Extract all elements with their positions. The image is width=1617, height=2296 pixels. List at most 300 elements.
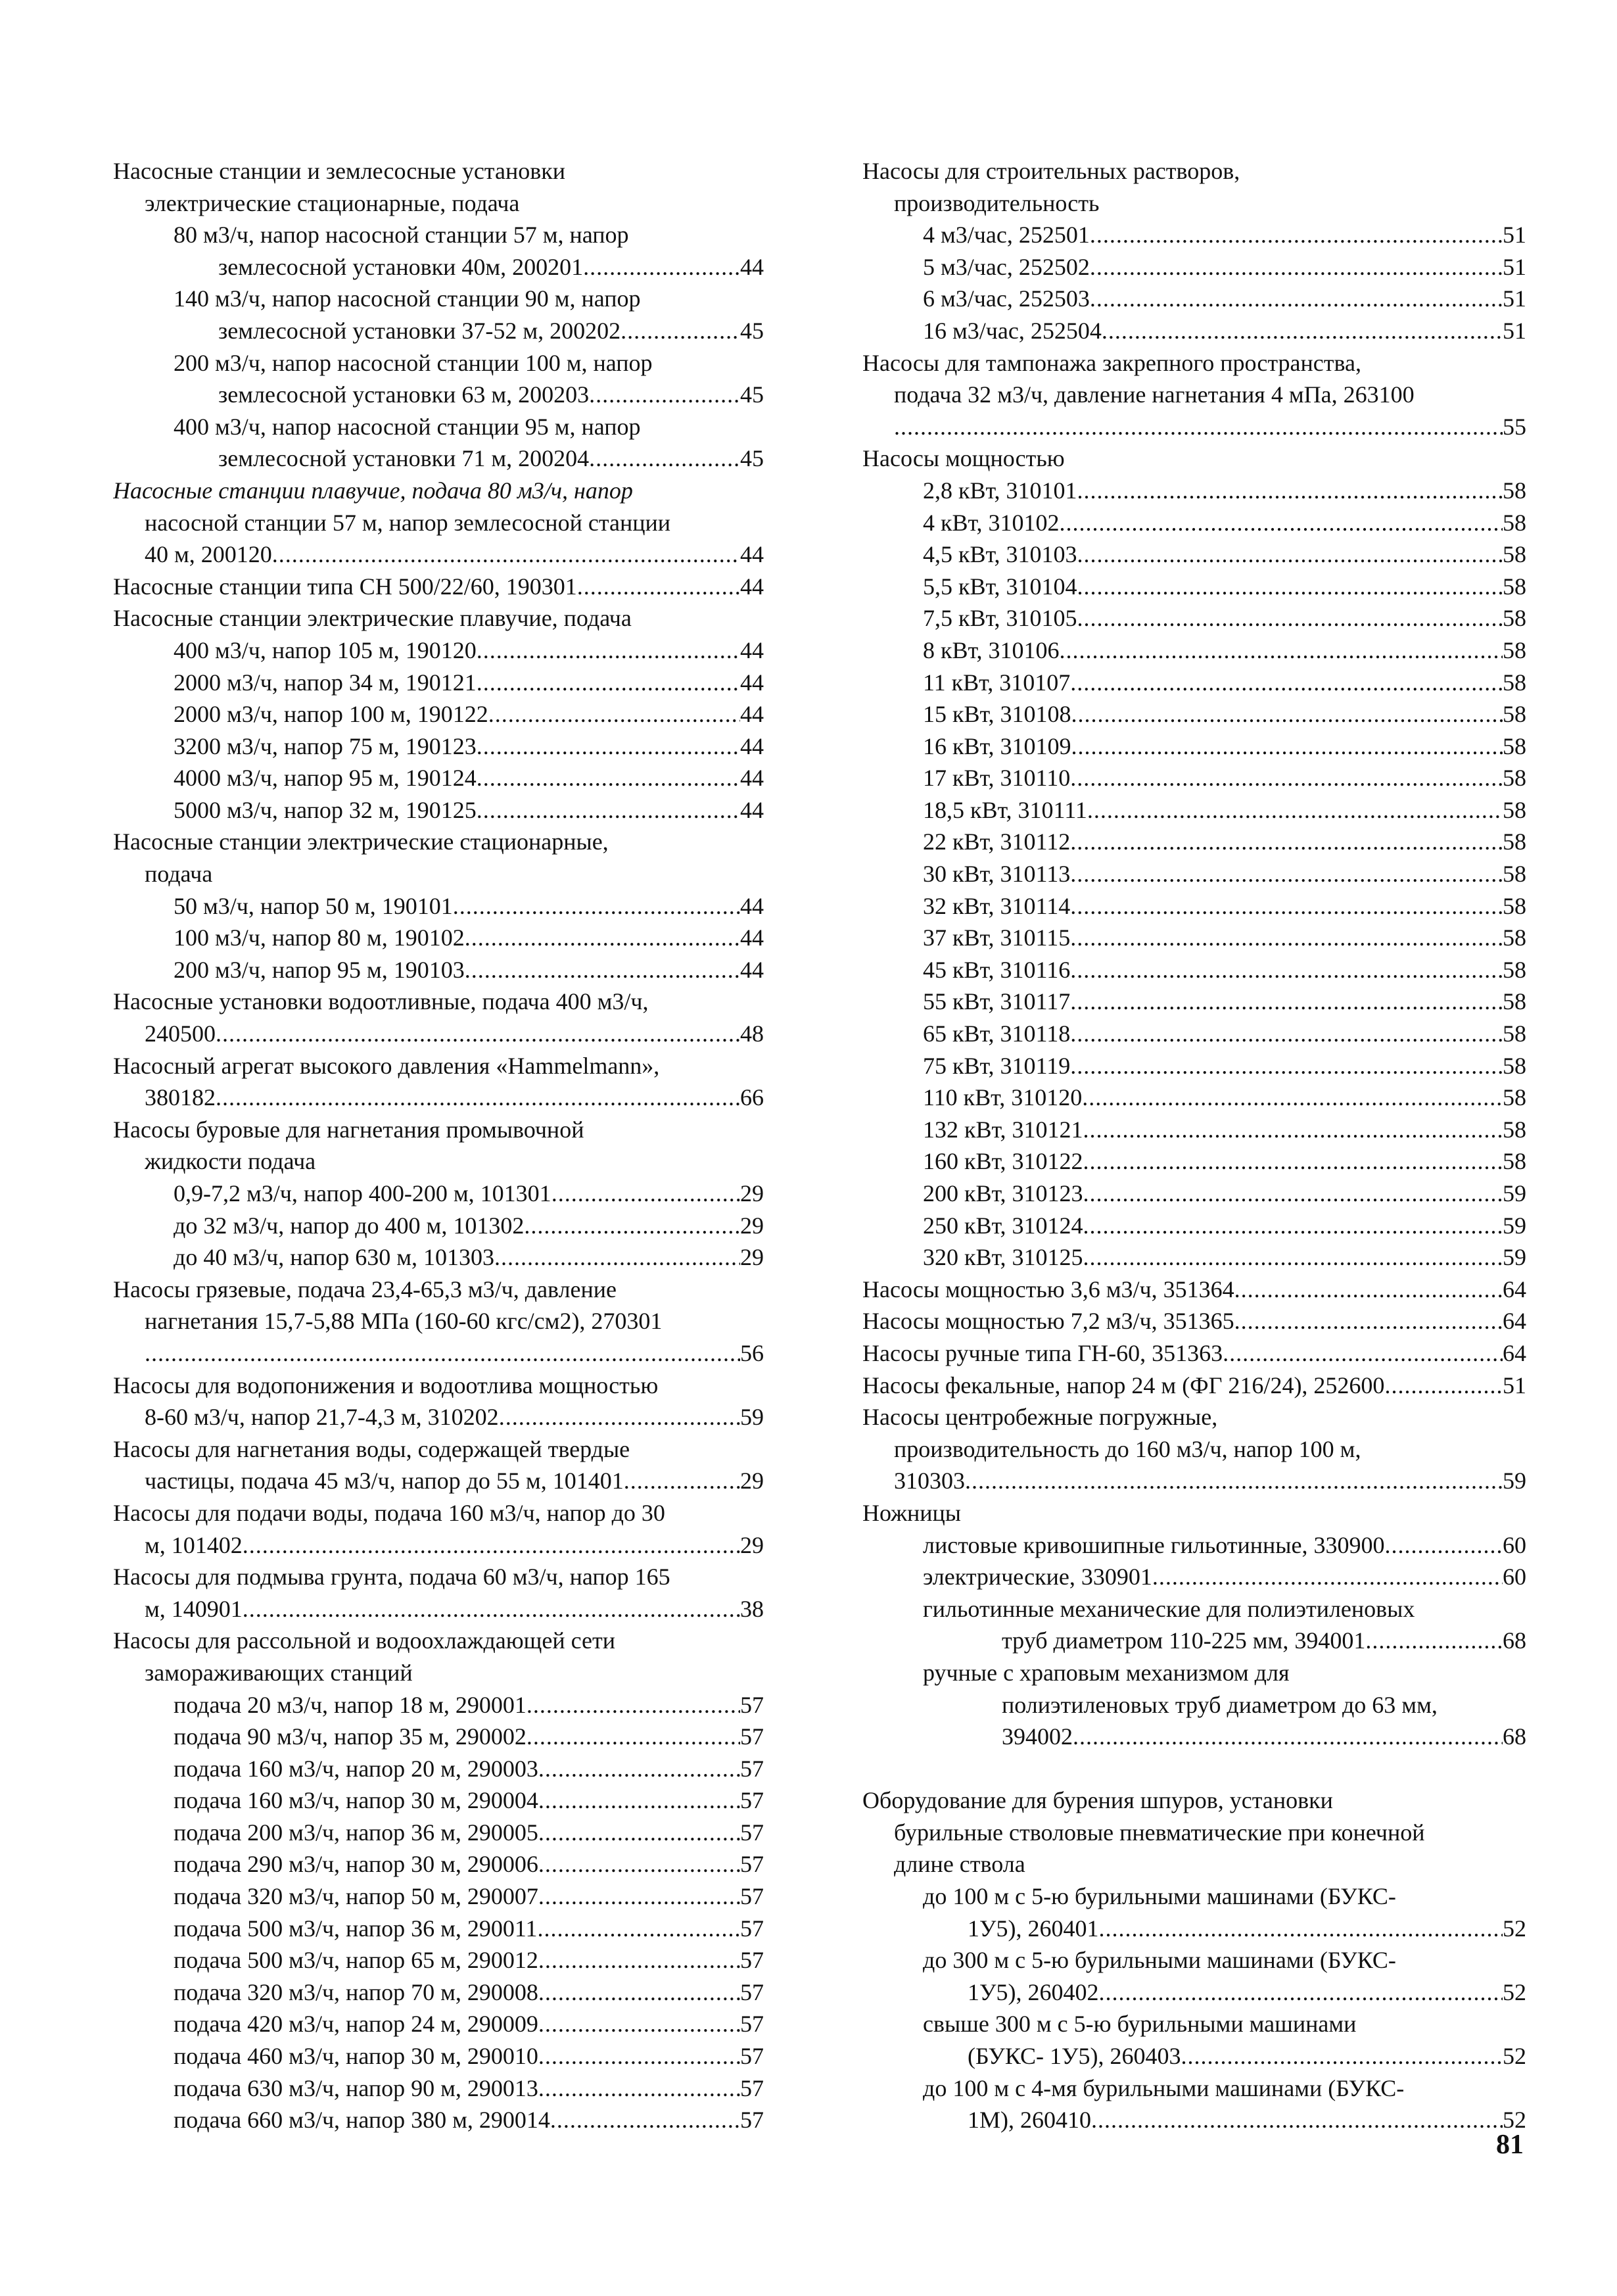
entry-text: 100 м3/ч, напор 80 м, 190102: [174, 924, 465, 951]
entry-page-number: 58: [1503, 924, 1526, 951]
index-entry: [862, 1241, 1526, 1274]
entry-page-number: 58: [1503, 1084, 1526, 1111]
entry-text: 4 м3/час, 252501: [923, 222, 1090, 249]
index-entry: [862, 251, 1526, 283]
dot-leader: [538, 1848, 740, 1880]
index-text-line: Насосы для строительных растворов,: [862, 158, 1240, 184]
entry-page-number: 52: [1503, 2043, 1526, 2070]
index-entry: [113, 1784, 764, 1817]
index-text-line: Насосы центробежные погружные,: [862, 1404, 1218, 1431]
entry-page-number: 44: [740, 732, 764, 759]
index-entry: [862, 2040, 1526, 2072]
index-entry: [862, 794, 1526, 826]
index-entry: [862, 826, 1526, 858]
entry-page-number: 64: [1503, 1308, 1526, 1335]
dot-leader: [589, 379, 740, 411]
index-entry: [113, 442, 764, 475]
entry-text: 160 кВт, 310122: [923, 1148, 1083, 1175]
index-text-line: свыше 300 м с 5-ю бурильными машинами: [923, 2011, 1357, 2038]
entry-page-number: 44: [740, 892, 764, 919]
index-entry: [862, 1050, 1526, 1082]
index-entry: [113, 1465, 764, 1497]
entry-page-number: 57: [740, 1883, 764, 1910]
entry-page-number: 58: [1503, 636, 1526, 663]
entry-text: 15 кВт, 310108: [923, 701, 1071, 728]
index-entry: [862, 1625, 1526, 1657]
dot-leader: [145, 1337, 740, 1370]
entry-text: Насосы фекальные, напор 24 м (ФГ 216/24), 252600: [862, 1372, 1385, 1399]
entry-page-number: 44: [740, 636, 764, 663]
entry-page-number: 57: [740, 1978, 764, 2005]
dot-leader: [1060, 634, 1503, 667]
entry-text: частицы, подача 45 м3/ч, напор до 55 м, 101401: [145, 1468, 624, 1495]
dot-leader: [538, 1784, 740, 1817]
entry-text: Насосы ручные типа ГН-60, 351363: [862, 1339, 1223, 1366]
entry-text: до 32 м3/ч, напор до 400 м, 101302: [174, 1212, 525, 1239]
entry-text: 240500: [145, 1020, 216, 1047]
entry-text: 22 кВт, 310112: [923, 828, 1071, 855]
index-entry: [862, 1305, 1526, 1337]
index-column-left: [113, 155, 764, 2136]
entry-text: землесосной установки 37-52 м, 200202: [218, 317, 621, 344]
entry-page-number: 44: [740, 669, 764, 696]
index-entry: [862, 762, 1526, 794]
index-entry: [113, 794, 764, 826]
dot-leader: [538, 1913, 740, 1945]
entry-text: 50 м3/ч, напор 50 м, 190101: [174, 892, 453, 919]
dot-leader: [577, 571, 740, 603]
entry-text: 5 м3/час, 252502: [923, 253, 1090, 280]
entry-text: 18,5 кВт, 310111: [923, 796, 1087, 823]
index-text-line: подача: [145, 861, 213, 888]
entry-text: 2000 м3/ч, напор 100 м, 190122: [174, 701, 488, 728]
index-entry: [113, 1529, 764, 1562]
index-text-line: жидкости подача: [145, 1148, 316, 1175]
entry-page-number: 44: [740, 573, 764, 600]
entry-page-number: 55: [1503, 413, 1526, 440]
index-text-line: производительность до 160 м3/ч, напор 100 м,: [894, 1435, 1361, 1462]
index-entry: [862, 283, 1526, 315]
dot-leader: [538, 1880, 740, 1913]
dot-leader: [538, 1944, 740, 1976]
dot-leader: [477, 634, 740, 667]
dot-leader: [1083, 1178, 1503, 1210]
dot-leader: [1083, 1210, 1503, 1242]
dot-leader: [1152, 1561, 1503, 1593]
index-entry: [113, 730, 764, 763]
entry-page-number: 57: [740, 1819, 764, 1846]
dot-leader: [538, 1817, 740, 1849]
index-entry: [862, 507, 1526, 539]
entry-text: 310303: [894, 1468, 965, 1495]
entry-text: м, 140901: [145, 1595, 243, 1622]
index-entry: [113, 1721, 764, 1753]
index-entry: [113, 1880, 764, 1913]
index-entry: [862, 1337, 1526, 1370]
index-entry: [862, 730, 1526, 763]
index-text-line: Насосы грязевые, подача 23,4-65,3 м3/ч, давление: [113, 1276, 617, 1303]
dot-leader: [477, 730, 740, 763]
entry-page-number: 29: [740, 1212, 764, 1239]
entry-page-number: 44: [740, 765, 764, 792]
entry-text: подача 160 м3/ч, напор 30 м, 290004: [174, 1787, 538, 1814]
entry-text: (БУКС- 1У5), 260403: [968, 2043, 1181, 2070]
entry-text: землесосной установки 71 м, 200204: [218, 445, 590, 472]
dot-leader: [243, 1529, 740, 1562]
entry-text: землесосной установки 40м, 200201: [218, 253, 584, 280]
index-entry: [862, 1913, 1526, 1945]
entry-page-number: 57: [740, 1851, 764, 1878]
dot-leader: [1098, 1913, 1503, 1945]
index-text-line: полиэтиленовых труб диаметром до 63 мм,: [1002, 1691, 1438, 1718]
entry-page-number: 44: [740, 701, 764, 728]
dot-leader: [453, 890, 740, 922]
dot-leader: [1077, 602, 1503, 634]
index-text-line: длине ствола: [894, 1851, 1025, 1878]
index-entry: [113, 1689, 764, 1721]
entry-text: 11 кВт, 310107: [923, 669, 1071, 696]
dot-leader: [1098, 1976, 1503, 2009]
index-entry: [862, 890, 1526, 922]
entry-text: Насосы мощностью 3,6 м3/ч, 351364: [862, 1276, 1234, 1303]
entry-text: листовые кривошипные гильотинные, 330900: [923, 1531, 1385, 1558]
dot-leader: [1071, 698, 1503, 730]
index-text-line: 80 м3/ч, напор насосной станции 57 м, напор: [174, 222, 629, 249]
entry-text: 132 кВт, 310121: [923, 1116, 1083, 1143]
entry-text: подача 500 м3/ч, напор 36 м, 290011: [174, 1915, 538, 1942]
dot-leader: [1070, 954, 1503, 986]
dot-leader: [1077, 538, 1503, 571]
index-text-line: 200 м3/ч, напор насосной станции 100 м, напор: [174, 349, 653, 376]
dot-leader: [465, 954, 740, 986]
dot-leader: [1060, 507, 1503, 539]
entry-page-number: 58: [1503, 861, 1526, 888]
index-text-line: 140 м3/ч, напор насосной станции 90 м, напор: [174, 285, 641, 312]
entry-page-number: 57: [740, 2011, 764, 2038]
dot-leader: [551, 1178, 740, 1210]
entry-text: 320 кВт, 310125: [923, 1244, 1083, 1271]
index-entry: [113, 890, 764, 922]
index-entry: [113, 634, 764, 667]
entry-text: 394002: [1002, 1723, 1073, 1750]
dot-leader: [465, 922, 740, 954]
dot-leader: [1223, 1337, 1503, 1370]
dot-leader: [477, 667, 740, 699]
index-entry: [113, 2104, 764, 2136]
entry-text: 200 м3/ч, напор 95 м, 190103: [174, 956, 465, 983]
index-text-line: Насосы мощностью: [862, 445, 1065, 472]
index-entry: [113, 2040, 764, 2072]
entry-page-number: 57: [740, 1915, 764, 1942]
index-entry: [113, 1944, 764, 1976]
index-entry: [862, 475, 1526, 507]
entry-page-number: 44: [740, 253, 764, 280]
index-entry: [113, 251, 764, 283]
entry-text: 6 м3/час, 252503: [923, 285, 1090, 312]
index-entry: [862, 1721, 1526, 1753]
entry-page-number: 58: [1503, 669, 1526, 696]
index-text-line: Оборудование для бурения шпуров, установки: [862, 1787, 1333, 1814]
entry-page-number: 66: [740, 1084, 764, 1111]
index-entry: [862, 1370, 1526, 1402]
index-entry: [113, 1753, 764, 1785]
index-text-line: Насосы для подачи воды, подача 160 м3/ч, напор до 30: [113, 1499, 665, 1526]
dot-leader: [1384, 1370, 1503, 1402]
entry-page-number: 58: [1503, 988, 1526, 1015]
entry-text: 250 кВт, 310124: [923, 1212, 1083, 1239]
entry-text: 65 кВт, 310118: [923, 1020, 1071, 1047]
dot-leader: [1365, 1625, 1503, 1657]
entry-text: 4 кВт, 310102: [923, 509, 1060, 536]
entry-page-number: 44: [740, 956, 764, 983]
entry-text: 8 кВт, 310106: [923, 636, 1060, 663]
entry-text: 4000 м3/ч, напор 95 м, 190124: [174, 765, 477, 792]
entry-page-number: 56: [740, 1339, 764, 1366]
entry-page-number: 60: [1503, 1564, 1526, 1590]
dot-leader: [499, 1401, 740, 1433]
dot-leader: [1071, 730, 1503, 763]
entry-page-number: 57: [740, 1723, 764, 1750]
entry-text: подача 500 м3/ч, напор 65 м, 290012: [174, 1947, 538, 1974]
index-text-line: бурильные стволовые пневматические при конечной: [894, 1819, 1425, 1846]
dot-leader: [1070, 1050, 1503, 1082]
entry-page-number: 58: [1503, 765, 1526, 792]
dot-leader: [1090, 219, 1503, 251]
entry-page-number: 48: [740, 1020, 764, 1047]
index-text-line: гильотинные механические для полиэтиленовых: [923, 1595, 1415, 1622]
dot-leader: [538, 1753, 740, 1785]
entry-page-number: 58: [1503, 541, 1526, 568]
entry-text: 30 кВт, 310113: [923, 861, 1071, 888]
dot-leader: [1083, 1114, 1503, 1146]
dot-leader: [1070, 986, 1503, 1018]
dot-leader: [1070, 858, 1503, 890]
entry-text: 5000 м3/ч, напор 32 м, 190125: [174, 796, 477, 823]
index-text-line: Насосы для тампонажа закрепного пространства,: [862, 349, 1361, 376]
dot-leader: [216, 1018, 740, 1050]
index-entry: [113, 1082, 764, 1114]
entry-text: 400 м3/ч, напор 105 м, 190120: [174, 636, 477, 663]
entry-page-number: 58: [1503, 732, 1526, 759]
entry-page-number: 58: [1503, 796, 1526, 823]
index-entry: [113, 1337, 764, 1370]
entry-text: 16 кВт, 310109: [923, 732, 1071, 759]
entry-text: подача 460 м3/ч, напор 30 м, 290010: [174, 2043, 538, 2070]
entry-page-number: 52: [1503, 1978, 1526, 2005]
entry-text: 17 кВт, 310110: [923, 765, 1071, 792]
entry-text: 0,9-7,2 м3/ч, напор 400-200 м, 101301: [174, 1180, 551, 1207]
entry-page-number: 58: [1503, 828, 1526, 855]
entry-page-number: 59: [740, 1404, 764, 1431]
entry-page-number: 29: [740, 1244, 764, 1271]
index-text-line: Насосы для рассольной и водоохлаждающей сети: [113, 1627, 615, 1654]
index-entry: [862, 1465, 1526, 1497]
index-entry: [113, 1401, 764, 1433]
dot-leader: [477, 794, 740, 826]
index-text-line: Насосы для подмыва грунта, подача 60 м3/ч, напор 165: [113, 1564, 670, 1590]
dot-leader: [477, 762, 740, 794]
dot-leader: [1087, 794, 1503, 826]
dot-leader: [589, 442, 740, 475]
entry-page-number: 58: [1503, 477, 1526, 504]
index-entry: [862, 1018, 1526, 1050]
entry-page-number: 59: [1503, 1468, 1526, 1495]
dot-leader: [1090, 283, 1503, 315]
index-entry: [113, 1913, 764, 1945]
index-text-line: Ножницы: [862, 1499, 961, 1526]
entry-page-number: 52: [1503, 1915, 1526, 1942]
entry-page-number: 52: [1503, 2107, 1526, 2134]
dot-leader: [1070, 922, 1503, 954]
entry-page-number: 59: [1503, 1244, 1526, 1271]
index-text-line: до 300 м с 5-ю бурильными машинами (БУКС-: [923, 1947, 1396, 1974]
entry-page-number: 45: [740, 381, 764, 408]
index-entry: [113, 762, 764, 794]
index-entry: [862, 315, 1526, 347]
entry-text: электрические, 330901: [923, 1564, 1152, 1590]
entry-page-number: 59: [1503, 1212, 1526, 1239]
entry-page-number: 38: [740, 1595, 764, 1622]
dot-leader: [1070, 1018, 1503, 1050]
dot-leader: [1077, 571, 1503, 603]
dot-leader: [1082, 1082, 1503, 1114]
entry-text: подача 320 м3/ч, напор 50 м, 290007: [174, 1883, 538, 1910]
index-text-line: Насосные станции электрические плавучие, подача: [113, 605, 632, 632]
entry-text: 1У5), 260402: [968, 1978, 1099, 2005]
dot-leader: [1070, 890, 1503, 922]
entry-text: подача 660 м3/ч, напор 380 м, 290014: [174, 2107, 550, 2134]
index-entry: [862, 954, 1526, 986]
index-entry: [862, 1274, 1526, 1306]
dot-leader: [624, 1465, 740, 1497]
index-entry: [113, 698, 764, 730]
dot-leader: [243, 1593, 740, 1625]
index-entry: [113, 315, 764, 347]
index-text-line: Насосные станции электрические стационарные,: [113, 828, 609, 855]
entry-page-number: 44: [740, 924, 764, 951]
index-entry: [113, 1178, 764, 1210]
index-text-line: Насосные станции и землесосные установки: [113, 158, 565, 184]
entry-text: 75 кВт, 310119: [923, 1052, 1071, 1079]
entry-page-number: 57: [740, 1691, 764, 1718]
entry-page-number: 45: [740, 317, 764, 344]
entry-page-number: 58: [1503, 509, 1526, 536]
entry-text: 380182: [145, 1084, 216, 1111]
index-entry: [862, 698, 1526, 730]
entry-page-number: 51: [1503, 253, 1526, 280]
index-text-line: 400 м3/ч, напор насосной станции 95 м, напор: [174, 413, 641, 440]
index-entry: [113, 1018, 764, 1050]
dot-leader: [1234, 1274, 1503, 1306]
entry-page-number: 57: [740, 1755, 764, 1782]
entry-text: подача 160 м3/ч, напор 20 м, 290003: [174, 1755, 538, 1782]
entry-page-number: 58: [1503, 1052, 1526, 1079]
entry-page-number: 29: [740, 1180, 764, 1207]
index-entry: [862, 986, 1526, 1018]
index-entry: [862, 1082, 1526, 1114]
entry-text: землесосной установки 63 м, 200203: [218, 381, 590, 408]
entry-text: 55 кВт, 310117: [923, 988, 1071, 1015]
dot-leader: [550, 2104, 740, 2136]
entry-page-number: 45: [740, 445, 764, 472]
entry-page-number: 59: [1503, 1180, 1526, 1207]
entry-text: подача 630 м3/ч, напор 90 м, 290013: [174, 2074, 538, 2101]
dot-leader: [216, 1082, 740, 1114]
index-text-line: Насосные станции плавучие, подача 80 м3/ч, напор: [113, 477, 633, 504]
entry-page-number: 58: [1503, 1148, 1526, 1175]
index-entry: [862, 571, 1526, 603]
entry-page-number: 57: [740, 1947, 764, 1974]
index-entry: [113, 1817, 764, 1849]
entry-text: 1У5), 260401: [968, 1915, 1099, 1942]
index-entry: [113, 379, 764, 411]
index-text-line: нагнетания 15,7-5,88 МПа (160-60 кгс/см2), 270301: [145, 1308, 663, 1335]
entry-page-number: 68: [1503, 1627, 1526, 1654]
dot-leader: [1091, 2104, 1503, 2136]
dot-leader: [488, 698, 740, 730]
index-entry: [113, 2008, 764, 2040]
entry-text: 37 кВт, 310115: [923, 924, 1071, 951]
entry-text: подача 20 м3/ч, напор 18 м, 290001: [174, 1691, 527, 1718]
index-text-line: Насосы для водопонижения и водоотлива мощностью: [113, 1372, 659, 1399]
entry-text: 45 кВт, 310116: [923, 956, 1071, 983]
entry-page-number: 57: [740, 2043, 764, 2070]
index-text-line: ручные с храповым механизмом для: [923, 1659, 1290, 1686]
page-number: 81: [1496, 2130, 1524, 2160]
index-text-line: насосной станции 57 м, напор землесосной станции: [145, 509, 671, 536]
entry-text: 2,8 кВт, 310101: [923, 477, 1077, 504]
entry-page-number: 51: [1503, 222, 1526, 249]
dot-leader: [1181, 2040, 1503, 2072]
dot-leader: [272, 538, 740, 571]
index-entry: [113, 2072, 764, 2105]
index-entry: [113, 954, 764, 986]
index-text-line: замораживающих станций: [145, 1659, 413, 1686]
index-entry: [862, 922, 1526, 954]
index-entry: [113, 1593, 764, 1625]
dot-leader: [524, 1210, 740, 1242]
index-entry: [113, 922, 764, 954]
index-text-line: до 100 м с 5-ю бурильными машинами (БУКС-: [923, 1883, 1396, 1910]
entry-page-number: 58: [1503, 701, 1526, 728]
entry-page-number: 58: [1503, 892, 1526, 919]
entry-page-number: 58: [1503, 1116, 1526, 1143]
entry-text: подача 290 м3/ч, напор 30 м, 290006: [174, 1851, 538, 1878]
index-entry: [113, 1210, 764, 1242]
entry-page-number: 44: [740, 541, 764, 568]
entry-page-number: 29: [740, 1468, 764, 1495]
entry-text: подача 320 м3/ч, напор 70 м, 290008: [174, 1978, 538, 2005]
dot-leader: [1073, 1721, 1503, 1753]
index-entry: [862, 2104, 1526, 2136]
entry-text: до 40 м3/ч, напор 630 м, 101303: [174, 1244, 495, 1271]
index-text-line: электрические стационарные, подача: [145, 189, 520, 216]
dot-leader: [1070, 826, 1503, 858]
dot-leader: [494, 1241, 740, 1274]
index-entry: [113, 538, 764, 571]
index-entry: [862, 858, 1526, 890]
index-entry: [113, 667, 764, 699]
index-entry: [862, 1210, 1526, 1242]
index-text-line: подача 32 м3/ч, давление нагнетания 4 мПа, 263100: [894, 381, 1415, 408]
entry-page-number: 51: [1503, 317, 1526, 344]
entry-page-number: 57: [740, 1787, 764, 1814]
index-entry: [862, 411, 1526, 443]
dot-leader: [538, 2040, 740, 2072]
entry-text: Насосы мощностью 7,2 м3/ч, 351365: [862, 1308, 1234, 1335]
index-text-line: Насосные установки водоотливные, подача 400 м3/ч,: [113, 988, 649, 1015]
entry-page-number: 58: [1503, 605, 1526, 632]
